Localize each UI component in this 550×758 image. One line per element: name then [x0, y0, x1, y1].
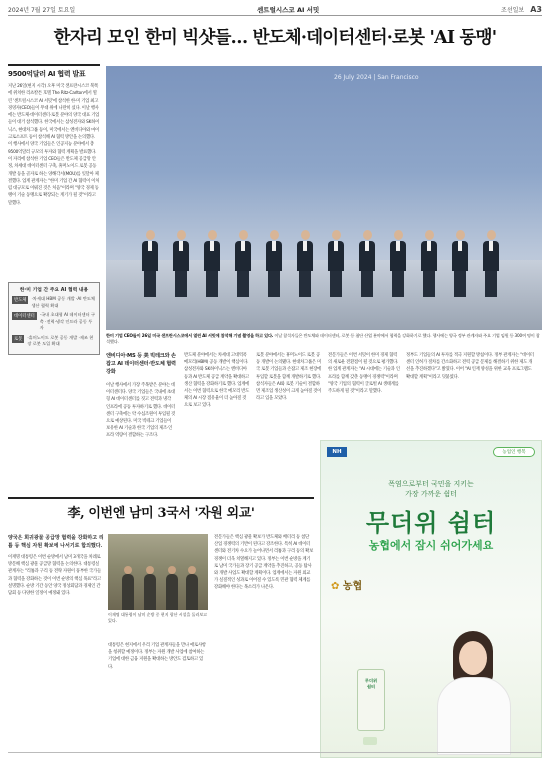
ad-model-face — [459, 641, 487, 675]
photo-figure — [186, 574, 198, 610]
info-box-text: ·휴머노이드 로봇 공동 개발 ·제조 현장 로봇 도입 확대 — [27, 334, 94, 346]
info-box — [8, 282, 100, 355]
photo-person — [173, 230, 189, 298]
section-divider — [8, 497, 314, 499]
photo-person — [390, 230, 406, 298]
photo-person — [297, 230, 313, 298]
photo-person — [204, 230, 220, 298]
photo-person — [452, 230, 468, 298]
header-date: 2024년 7월 27일 토요일 — [8, 7, 76, 14]
mid-text-1: 이날 행사에서 가장 주목받은 분야는 데이터센터다. 양국 기업들은 국내에 초대형 AI 데이터센터를 짓고 전력과 냉각 인프라에 공동 투자하기로 했다. 데이터센터 구축에는 약 수십조원이 투입될 것으로 예상된다. 미국 빅테크 기업들이 보유한 AI 기술과 한국 기업의 제조·인프라 역량이 결합하는 구조다. — [106, 383, 176, 439]
info-box-label: 로봇 — [14, 336, 23, 342]
info-box-text: ·국내 초대형 AI 데이터센터 구축 ·전력·냉각 인프라 공동 투자 — [39, 312, 96, 330]
mid-article-col-1 — [106, 352, 176, 440]
footer-rule — [8, 752, 542, 753]
low-text-3: 전문가들은 핵심 광물 확보가 반도체와 배터리 등 첨단 산업 경쟁력의 기반이 된다고 강조한다. 특히 AI 데이터센터와 전기차 수요가 늘어나면서 리튬과 구리 등의 확보 경쟁이 더욱 치열해지고 있다. 정부는 이번 순방을 계기로 남미 국가들과 장기 공급 계약을 추진하고, 공동 탐사와 개발 사업도 확대할 계획이다. 업계에서는 자원 외교가 실질적인 성과로 이어질 수 있도록 민관 협력 체계를 강화해야 한다는 목소리가 나온다. — [214, 535, 314, 591]
ad-product-package — [357, 669, 385, 731]
mid-article-col-5 — [406, 352, 536, 436]
photo-person — [483, 230, 499, 298]
ad-brand-text: 농협 — [342, 581, 363, 592]
left-body-text: 지난 26일(현지 시각) 오후 미국 샌프란시스코 북쪽에 위치한 리츠칼튼 호텔 The Ritz-Carlton에서 열린 '센트럴시스코 AI 서밋'에 참석한 한·미 기업 최고경영자(CEO)들이 무대 위에 나란히 섰다. 이날 행사에는 반도체·데이터센터·로봇 분야의 양국 대표 기업들이 대거 참석했다. 한국에서는 삼성전자와 SK하이닉스, 현대차그룹 등이, 미국에서는 엔비디아와 마이크로소프트 등이 참석해 AI 협력 방안을 논의했다. 이 행사에서 양국 기업들은 인공지능 분야에서 총 9500억달러 규모의 투자와 협력 계획을 발표했다. 이 자리에 참석한 기업 CEO들은 반도체 공급망 안정, 차세대 데이터센터 구축, 휴머노이드 로봇 공동 개발 등을 골자로 하는 양해각서(MOU)를 잇달아 체결했다. 업계 관계자는 "한미 기업 간 AI 협력이 이처럼 대규모로 이뤄진 것은 처음"이라며 "양국 경제 동맹이 기술 동맹으로 확장되는 계기가 될 것"이라고 말했다. — [8, 84, 100, 206]
paper-name: 조선일보 — [501, 7, 525, 14]
info-box-row — [12, 335, 96, 348]
mid-text-2: 반도체 분야에서는 차세대 고대역폭메모리(HBM) 공동 개발이 핵심이다. 삼성전자와 SK하이닉스는 엔비디아 등과 AI 반도체 공급 계약을 확대하고 생산 협력을 강화하기로 했다. 업계에서는 이번 협력으로 한국 메모리 반도체의 AI 시장 점유율이 더 높아질 것으로 보고 있다. — [184, 353, 250, 409]
ad-model-body — [437, 677, 511, 755]
photo-date-overlay: 26 July 2024 | San Francisco — [334, 74, 419, 81]
ad-title: 무더위 쉼터 — [365, 509, 497, 537]
main-headline: 한자리 모인 한미 빅샷들… 반도체·데이터센터·로봇 'AI 동맹' — [53, 28, 497, 48]
info-box-label: 데이터센터 — [14, 314, 35, 319]
photo-figure — [144, 574, 156, 610]
low-article-col-3 — [214, 534, 314, 754]
low-text-1: 이재명 대통령은 이번 순방에서 남미 3개국을 차례로 방문해 핵심 광물 공급망 협력을 논의한다. 대통령실 관계자는 "리튬과 구리 등 전략 자원이 풍부한 국가들과 협력을 강화하는 것이 이번 순방의 핵심 목표"라고 설명했다. 순방 기간 동안 양국 정상회담과 경제인 간담회 등 다양한 일정이 예정돼 있다. — [8, 555, 101, 597]
low-article-col-2 — [108, 642, 208, 754]
nonghyup-ad — [320, 440, 542, 758]
photo-person — [328, 230, 344, 298]
photo-person — [359, 230, 375, 298]
photo-figure — [122, 574, 134, 610]
photo-caption-bold: 한미 기업 CEO들이 26일 미국 샌프란시스코에서 열린 AI 서밋에 참석해 기념 촬영을 하고 있다. — [106, 333, 274, 338]
ad-badge: 농업인 행복 — [493, 447, 535, 457]
info-box-title: 한·미 기업 간 주요 AI 협력 내용 — [19, 288, 89, 293]
page-header — [8, 4, 542, 16]
ad-package-base — [363, 737, 377, 745]
mid-text-4: 전문가들은 이번 서밋이 한미 경제 협력의 새로운 전환점이 될 것으로 평가했다. 한 업계 관계자는 "AI 시대에는 기술과 인프라를 함께 갖춘 동맹이 경쟁력"이라며 "양국 기업의 협력이 글로벌 AI 생태계를 주도하게 될 것"이라고 말했다. — [328, 353, 400, 395]
ad-brand — [331, 577, 362, 592]
photo-person — [421, 230, 437, 298]
ad-line-3: 농협에서 잠시 쉬어가세요 — [368, 539, 494, 552]
trip-photo-caption: 이재명 대통령이 남미 순방 중 현지 광산 시설을 둘러보고 있다. — [108, 612, 208, 623]
photo-caption-text: 이날 참석자들은 반도체와 데이터센터, 로봇 등 첨단 산업 분야에서 협력을 강화하기로 했다. 행사에는 양국 정부 관계자와 주요 기업 임원 등 300여 명이 참석했다. — [106, 333, 540, 344]
photo-person — [266, 230, 282, 298]
info-box-label: 반도체 — [14, 298, 27, 303]
low-lead: 양국은 희귀광물 공급망 협력을 강화하고 리튬 등 핵심 자원 확보에 나서기로 합의했다. — [8, 535, 104, 549]
info-box-row — [12, 312, 96, 332]
info-box-row — [12, 296, 96, 309]
ad-package-text: 무더위 쉼터 — [364, 678, 378, 689]
header-right — [501, 5, 542, 14]
mid-article-col-3 — [256, 352, 322, 402]
photo-person — [235, 230, 251, 298]
photo-figure — [166, 574, 178, 610]
trip-photo — [108, 534, 208, 610]
leaf-icon: ✿ — [331, 581, 340, 592]
photo-stage — [106, 260, 542, 330]
nh-logo: NH — [327, 447, 347, 457]
low-article-col-1 — [8, 534, 104, 754]
info-box-text: ·차세대 HBM 공동 개발 ·AI 반도체 생산 협력 확대 — [31, 296, 95, 308]
section-title: 센트럴시스코 AI 서밋 — [257, 6, 320, 14]
second-headline: 李, 이번엔 남미 3국서 '자원 외교' — [67, 506, 255, 521]
ad-model-figure — [431, 631, 519, 755]
page-number: A3 — [530, 5, 542, 14]
photo-caption — [106, 333, 542, 345]
left-column — [8, 64, 100, 484]
summit-photo — [106, 66, 542, 330]
left-kicker: 9500억달러 AI 협력 발표 — [8, 64, 100, 79]
mid-text-5: 정부도 기업들의 AI 투자를 적극 지원할 방침이다. 정부 관계자는 "데이터센터 인허가 절차를 간소화하고 전력 공급 문제를 해결하기 위한 제도 개선을 추진하겠다"고 밝혔다. 이어 "AI 인재 양성을 위한 교육 프로그램도 확대할 계획"이라고 덧붙였다. — [406, 353, 534, 380]
mid-article-col-4 — [328, 352, 400, 395]
mid-subheadline: 엔비디아·MS 등 美 빅테크와 손잡고 AI 데이터센터·반도체 협력 강화 — [106, 353, 176, 375]
mid-text-3: 로봇 분야에서는 휴머노이드 로봇 공동 개발이 논의됐다. 현대차그룹은 미국 로봇 기업들과 손잡고 제조 현장에 투입할 로봇을 함께 개발하기로 했다. 참석자들은 AI와 로봇 기술이 결합하면 제조업 생산성이 크게 높아질 것이라고 입을 모았다. — [256, 353, 322, 402]
low-text-2: 대통령은 현지에서 우리 기업 관계자들을 만나 애로사항을 청취할 예정이다. 정부는 자원 개발 사업에 참여하는 기업에 대한 금융 지원을 확대하는 방안도 검토하고 있다. — [108, 643, 206, 670]
photo-person — [142, 230, 158, 298]
mid-article-col-2 — [184, 352, 250, 410]
ad-line-1: 폭염으로부터 국민을 지키는 가장 가까운 쉼터 — [388, 480, 474, 498]
